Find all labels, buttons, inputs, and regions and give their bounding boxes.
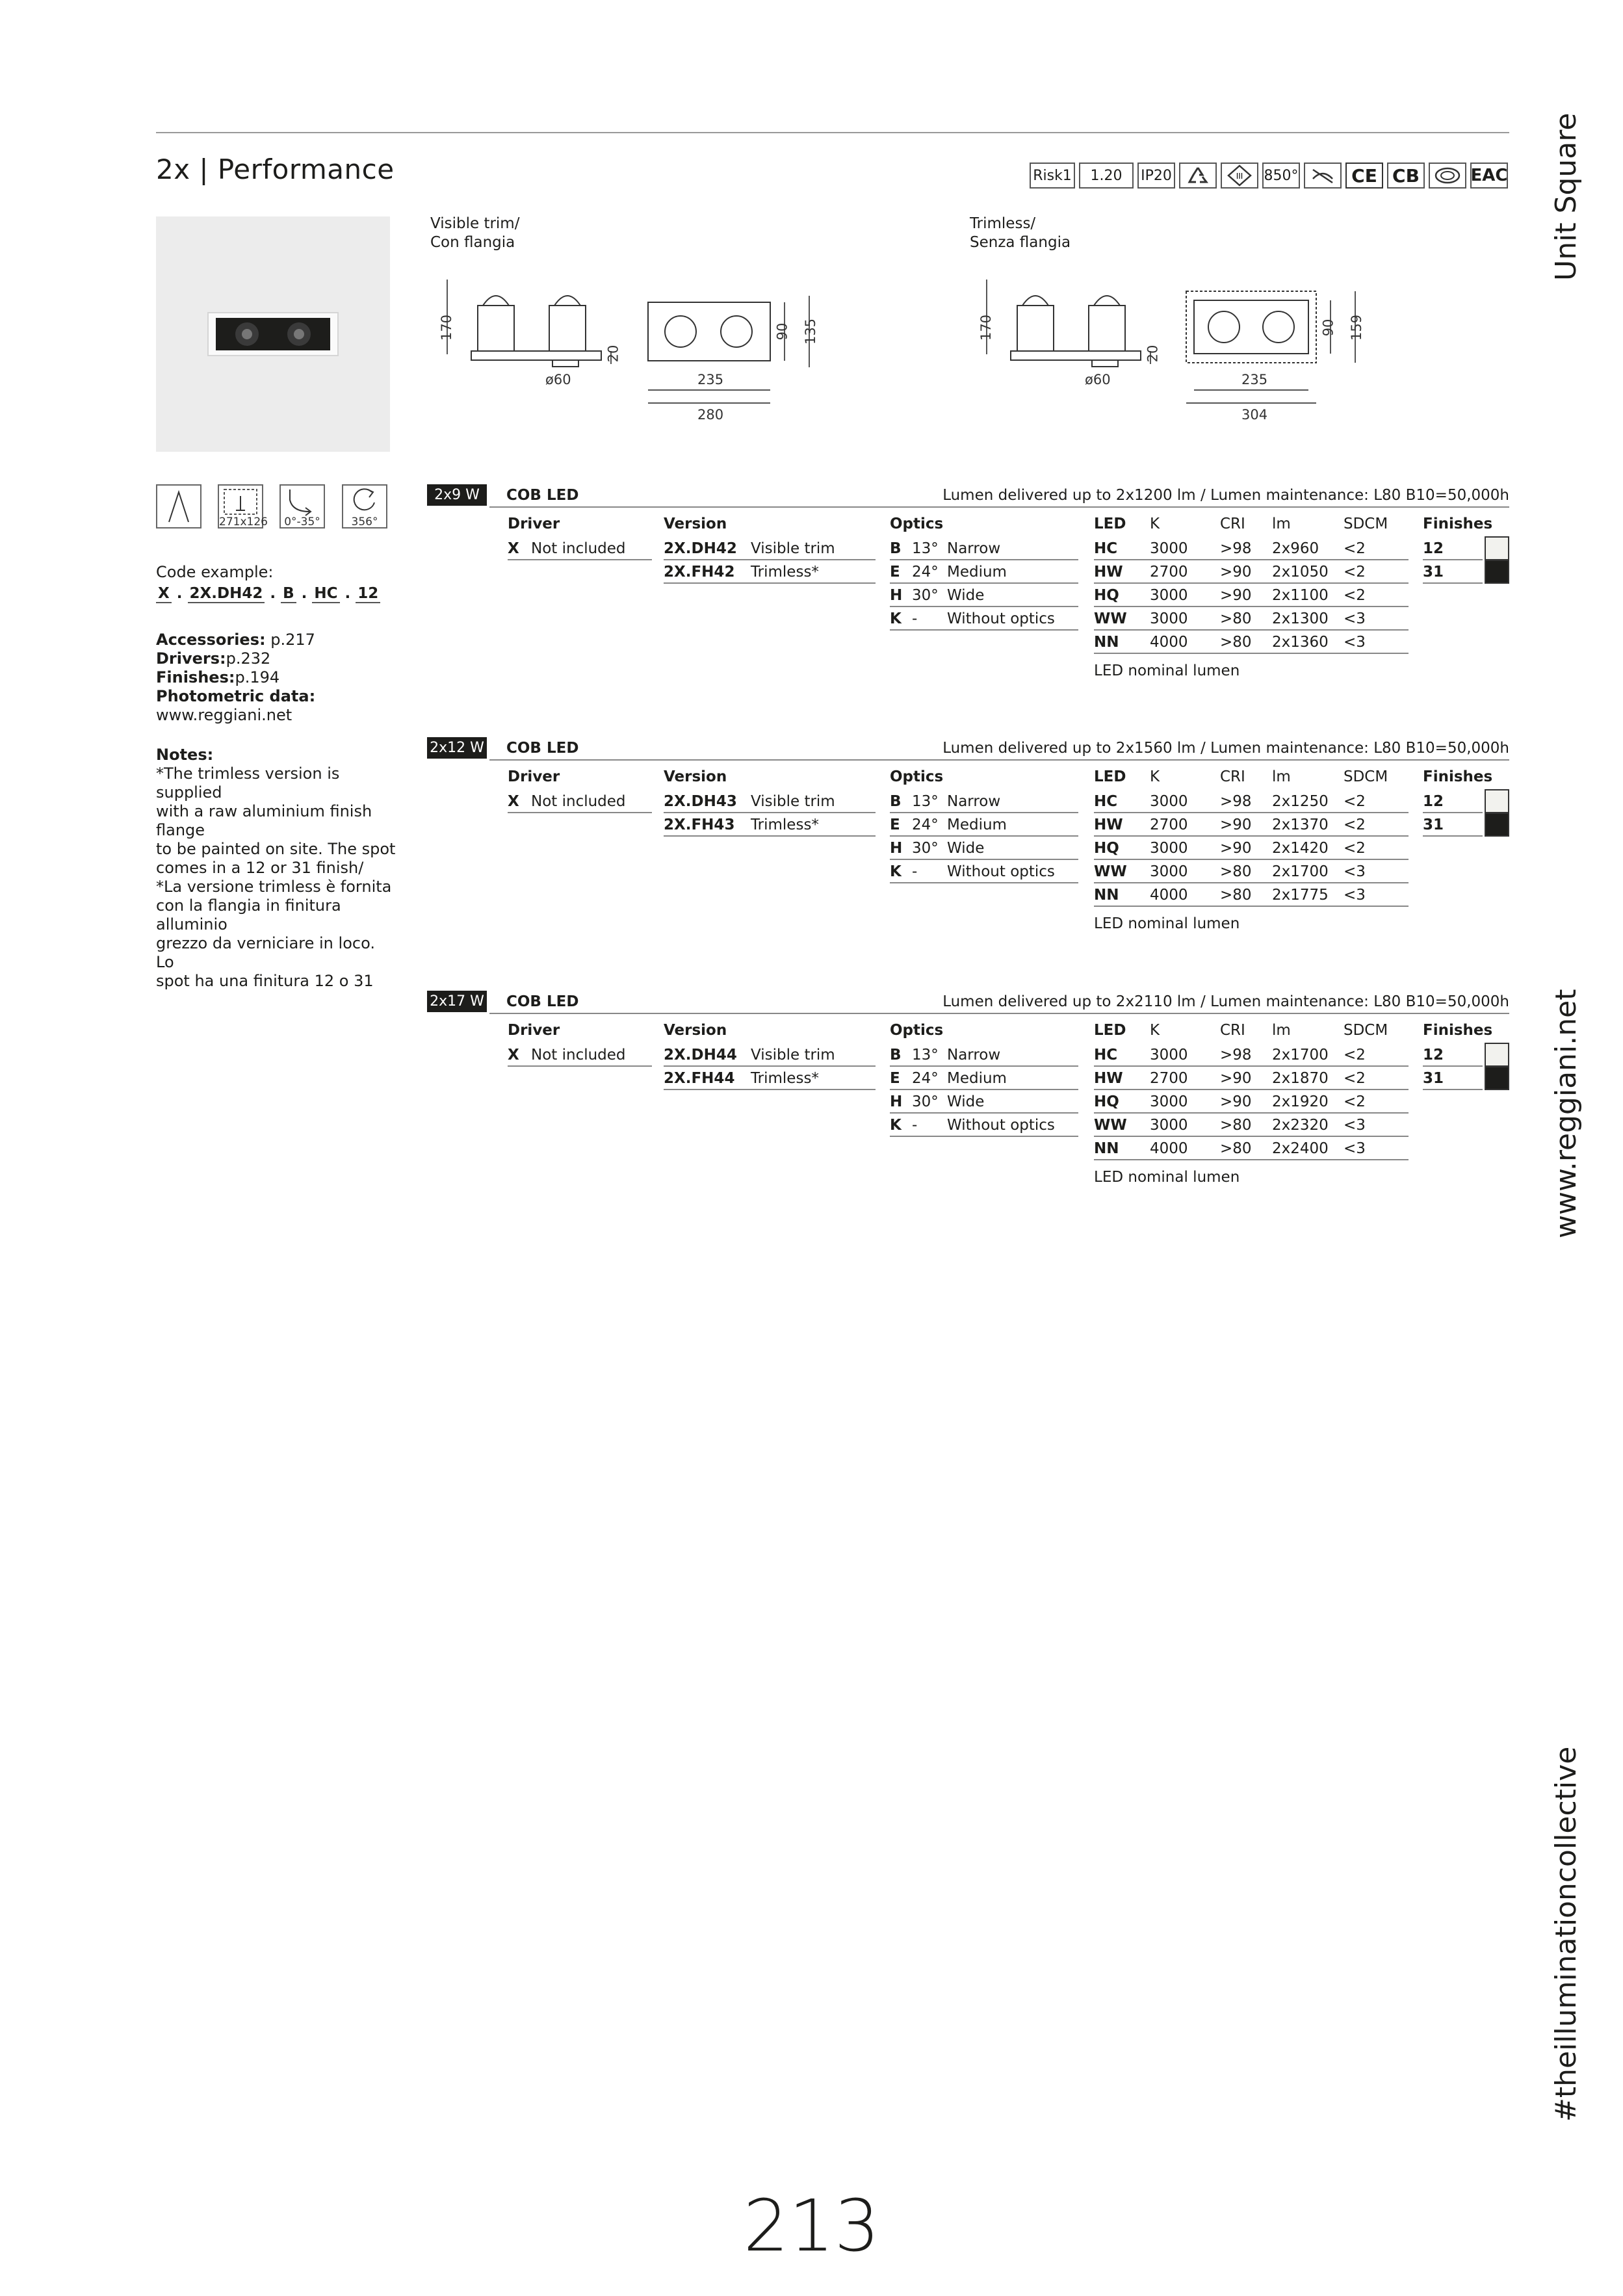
optic-code: E: [890, 816, 900, 833]
page-title: 2x | Performance: [156, 153, 395, 185]
led-lm: 2x1700: [1272, 863, 1329, 880]
driver-code: X: [508, 1047, 519, 1063]
ip-rating-badge: IP20: [1137, 163, 1175, 189]
lumen-summary: Lumen delivered up to 2x1560 lm / Lumen maintenance: L80 B10=50,000h: [942, 740, 1509, 757]
led-lm: 2x1250: [1272, 793, 1329, 810]
top-rule: [156, 132, 1509, 133]
version-code: 2X.FH44: [664, 1070, 735, 1087]
product-photo: [156, 216, 390, 452]
led-code: HW: [1094, 564, 1123, 581]
led-lm: 2x2320: [1272, 1117, 1329, 1134]
optic-code: H: [890, 1093, 903, 1110]
led-sdcm: <2: [1344, 1070, 1366, 1087]
ce-mark: CE: [1345, 163, 1383, 189]
led-lm: 2x960: [1272, 540, 1319, 557]
led-code: HQ: [1094, 1093, 1119, 1110]
led-sdcm: <2: [1344, 564, 1366, 581]
finish-code: 31: [1423, 1070, 1444, 1087]
led-type: COB LED: [506, 740, 579, 757]
led-code: HC: [1094, 540, 1118, 557]
risk-group-badge: Risk1: [1030, 163, 1075, 189]
version-desc: Trimless*: [751, 564, 819, 581]
power-badge: 2x9 W: [427, 484, 487, 506]
header-sdcm: SDCM: [1344, 768, 1388, 785]
led-cri: >80: [1220, 1117, 1252, 1134]
finish-swatch-white: [1485, 789, 1509, 813]
header-led: LED: [1094, 515, 1126, 532]
optic-code: E: [890, 564, 900, 581]
dim-diameter: ø60: [1085, 372, 1111, 387]
code-example: X . 2X.DH42 . B . HC . 12: [156, 585, 380, 602]
optic-angle: 24°: [912, 1070, 939, 1087]
header-version: Version: [664, 768, 727, 785]
header-version: Version: [664, 515, 727, 532]
lumen-summary: Lumen delivered up to 2x2110 lm / Lumen maintenance: L80 B10=50,000h: [942, 993, 1509, 1010]
header-sdcm: SDCM: [1344, 515, 1388, 532]
led-code: HQ: [1094, 587, 1119, 604]
side-label-website: www.reggiani.net: [1550, 989, 1583, 1238]
optic-angle: 30°: [912, 840, 939, 857]
header-finishes: Finishes: [1423, 1022, 1493, 1039]
trimless-drawing: [965, 273, 1407, 429]
dim-width: 90: [774, 322, 790, 341]
optic-code: K: [890, 1117, 902, 1134]
version-desc: Trimless*: [751, 816, 819, 833]
finish-swatch-black: [1485, 813, 1509, 837]
led-note: LED nominal lumen: [1094, 915, 1240, 932]
optic-angle: -: [912, 863, 918, 880]
version-desc: Trimless*: [751, 1070, 819, 1087]
enec-icon: [1429, 163, 1466, 189]
led-k: 4000: [1150, 634, 1188, 651]
notes: Notes: *The trimless version is supplied with a raw aluminium finish flange to be painted on site. The spot comes in a 12 or 31 finish/ *La versione trimless è fornita con la flangia in finitura alluminio grezzo da verniciare in loco. Lo spot ha una finitura 12 o 31: [156, 746, 396, 990]
optic-code: H: [890, 587, 903, 604]
code-part-version: 2X.DH42: [188, 585, 265, 603]
led-cri: >80: [1220, 634, 1252, 651]
min-distance-badge: 1.20: [1079, 163, 1134, 189]
driver-desc: Not included: [531, 1047, 626, 1063]
header-optics: Optics: [890, 768, 944, 785]
optic-code: B: [890, 540, 902, 557]
led-note: LED nominal lumen: [1094, 1169, 1240, 1186]
led-sdcm: <3: [1344, 1117, 1366, 1134]
led-lm: 2x1100: [1272, 587, 1329, 604]
accessories-ref: p.217: [270, 631, 315, 649]
header-sdcm: SDCM: [1344, 1022, 1388, 1039]
code-part-driver: X: [156, 585, 172, 603]
finish-swatch-white: [1485, 536, 1509, 560]
visible-trim-drawing: [426, 273, 855, 429]
finish-code: 12: [1423, 793, 1444, 810]
led-code: HW: [1094, 816, 1123, 833]
led-type: COB LED: [506, 487, 579, 504]
led-lm: 2x1370: [1272, 816, 1329, 833]
header-k: K: [1150, 1022, 1160, 1039]
optic-angle: 13°: [912, 540, 939, 557]
led-lm: 2x1360: [1272, 634, 1329, 651]
tilt-icon: 0°-35°: [279, 484, 325, 528]
led-k: 3000: [1150, 587, 1188, 604]
optic-desc: Medium: [947, 816, 1007, 833]
dim-protrusion: 20: [605, 345, 621, 363]
optic-angle: 24°: [912, 564, 939, 581]
optic-desc: Wide: [947, 840, 985, 857]
dim-length: 235: [697, 372, 724, 387]
dim-protrusion: 20: [1145, 345, 1161, 363]
version-code: 2X.FH43: [664, 816, 735, 833]
driver-code: X: [508, 793, 519, 810]
finish-code: 31: [1423, 564, 1444, 581]
header-driver: Driver: [508, 768, 560, 785]
led-code: HQ: [1094, 840, 1119, 857]
led-lm: 2x1700: [1272, 1047, 1329, 1063]
version-desc: Visible trim: [751, 540, 835, 557]
optic-desc: Without optics: [947, 610, 1055, 627]
version-code: 2X.FH42: [664, 564, 735, 581]
visible-trim-label: Visible trim/ Con flangia: [430, 215, 520, 251]
led-sdcm: <3: [1344, 634, 1366, 651]
header-cri: CRI: [1220, 515, 1245, 532]
recycle-icon: [1179, 163, 1217, 189]
led-lm: 2x1050: [1272, 564, 1329, 581]
led-sdcm: <2: [1344, 840, 1366, 857]
led-code: NN: [1094, 887, 1119, 904]
led-cri: >80: [1220, 610, 1252, 627]
led-code: NN: [1094, 1140, 1119, 1157]
trimless-label: Trimless/ Senza flangia: [970, 215, 1071, 251]
header-optics: Optics: [890, 515, 944, 532]
led-cri: >90: [1220, 1070, 1252, 1087]
dim-height: 170: [439, 314, 455, 341]
dim-overall-width: 135: [803, 318, 819, 345]
code-example-title: Code example:: [156, 563, 274, 581]
header-optics: Optics: [890, 1022, 944, 1039]
optic-angle: 13°: [912, 793, 939, 810]
optic-code: E: [890, 1070, 900, 1087]
led-lm: 2x1920: [1272, 1093, 1329, 1110]
led-k: 4000: [1150, 887, 1188, 904]
led-cri: >98: [1220, 540, 1252, 557]
led-code: HC: [1094, 1047, 1118, 1063]
led-k: 2700: [1150, 1070, 1188, 1087]
side-label-product: Unit Square: [1550, 112, 1583, 281]
led-cri: >80: [1220, 863, 1252, 880]
cb-mark: CB: [1387, 163, 1425, 189]
spec-section-12w: [427, 737, 1509, 932]
optic-code: H: [890, 840, 903, 857]
optic-desc: Narrow: [947, 1047, 1001, 1063]
led-k: 4000: [1150, 1140, 1188, 1157]
led-type: COB LED: [506, 993, 579, 1010]
led-cri: >80: [1220, 887, 1252, 904]
dim-overall-length: 280: [697, 407, 724, 423]
header-k: K: [1150, 515, 1160, 532]
led-note: LED nominal lumen: [1094, 662, 1240, 679]
led-lm: 2x1300: [1272, 610, 1329, 627]
temperature-badge: 850°: [1262, 163, 1300, 189]
driver-code: X: [508, 540, 519, 557]
finish-swatch-white: [1485, 1043, 1509, 1067]
optic-code: K: [890, 863, 902, 880]
led-k: 2700: [1150, 816, 1188, 833]
led-k: 2700: [1150, 564, 1188, 581]
version-desc: Visible trim: [751, 793, 835, 810]
led-code: WW: [1094, 610, 1127, 627]
led-code: NN: [1094, 634, 1119, 651]
header-driver: Driver: [508, 515, 560, 532]
led-cri: >90: [1220, 587, 1252, 604]
version-code: 2X.DH44: [664, 1047, 737, 1063]
optic-desc: Medium: [947, 564, 1007, 581]
optic-desc: Medium: [947, 1070, 1007, 1087]
references: Accessories: p.217 Drivers:p.232 Finishes:p.194 Photometric data: www.reggiani.net: [156, 631, 396, 725]
finishes-ref: p.194: [235, 668, 280, 686]
led-sdcm: <3: [1344, 610, 1366, 627]
header-cri: CRI: [1220, 1022, 1245, 1039]
code-part-led: HC: [312, 585, 339, 603]
optic-desc: Without optics: [947, 863, 1055, 880]
code-part-finish: 12: [356, 585, 380, 603]
dim-width: 90: [1320, 319, 1336, 337]
led-cri: >90: [1220, 1093, 1252, 1110]
lumen-summary: Lumen delivered up to 2x1200 lm / Lumen maintenance: L80 B10=50,000h: [942, 487, 1509, 504]
header-version: Version: [664, 1022, 727, 1039]
header-k: K: [1150, 768, 1160, 785]
dim-overall-width: 159: [1349, 314, 1365, 341]
eac-mark: EAC: [1470, 163, 1508, 189]
led-k: 3000: [1150, 540, 1188, 557]
dim-length: 235: [1241, 372, 1268, 387]
side-label-hashtag: #theilluminationcollective: [1550, 1746, 1583, 2122]
dim-diameter: ø60: [545, 372, 571, 387]
optic-code: B: [890, 793, 902, 810]
optic-desc: Narrow: [947, 540, 1001, 557]
led-lm: 2x1870: [1272, 1070, 1329, 1087]
drivers-ref: p.232: [226, 649, 271, 668]
led-cri: >80: [1220, 1140, 1252, 1157]
led-sdcm: <2: [1344, 1047, 1366, 1063]
led-k: 3000: [1150, 863, 1188, 880]
led-cri: >90: [1220, 840, 1252, 857]
class-iii-icon: [1221, 163, 1258, 189]
header-finishes: Finishes: [1423, 768, 1493, 785]
optic-desc: Without optics: [947, 1117, 1055, 1134]
driver-desc: Not included: [531, 793, 626, 810]
version-code: 2X.DH43: [664, 793, 737, 810]
optic-angle: 30°: [912, 1093, 939, 1110]
led-cri: >90: [1220, 816, 1252, 833]
code-part-optics: B: [281, 585, 296, 603]
power-badge: 2x17 W: [427, 991, 487, 1012]
led-code: WW: [1094, 863, 1127, 880]
optic-code: B: [890, 1047, 902, 1063]
dim-overall-length: 304: [1241, 407, 1268, 423]
svg-text:III: III: [1236, 172, 1243, 181]
rotation-icon: 356°: [342, 484, 387, 528]
optic-angle: -: [912, 610, 918, 627]
header-led: LED: [1094, 768, 1126, 785]
finish-code: 12: [1423, 540, 1444, 557]
header-cri: CRI: [1220, 768, 1245, 785]
spec-section-17w: [427, 991, 1509, 1186]
optic-angle: 24°: [912, 816, 939, 833]
led-k: 3000: [1150, 1117, 1188, 1134]
led-lm: 2x2400: [1272, 1140, 1329, 1157]
dim-height: 170: [978, 314, 994, 341]
led-k: 3000: [1150, 840, 1188, 857]
led-cri: >90: [1220, 564, 1252, 581]
header-finishes: Finishes: [1423, 515, 1493, 532]
led-sdcm: <3: [1344, 1140, 1366, 1157]
optic-code: K: [890, 610, 902, 627]
cutout-icon: 271x126: [218, 484, 263, 528]
led-cri: >98: [1220, 1047, 1252, 1063]
beam-icon: [156, 484, 201, 528]
power-badge: 2x12 W: [427, 737, 487, 759]
certification-strip: [1030, 163, 1508, 189]
led-lm: 2x1775: [1272, 887, 1329, 904]
finish-swatch-black: [1485, 560, 1509, 584]
finish-code: 12: [1423, 1047, 1444, 1063]
led-sdcm: <2: [1344, 540, 1366, 557]
photometric-ref: www.reggiani.net: [156, 706, 292, 724]
optic-angle: 30°: [912, 587, 939, 604]
optic-angle: 13°: [912, 1047, 939, 1063]
optic-angle: -: [912, 1117, 918, 1134]
optic-desc: Wide: [947, 587, 985, 604]
optic-desc: Wide: [947, 1093, 985, 1110]
spec-section-9w: [427, 484, 1509, 679]
no-cover-icon: [1304, 163, 1342, 189]
led-sdcm: <2: [1344, 816, 1366, 833]
finish-swatch-black: [1485, 1066, 1509, 1090]
led-lm: 2x1420: [1272, 840, 1329, 857]
led-k: 3000: [1150, 1047, 1188, 1063]
header-lm: lm: [1272, 1022, 1291, 1039]
led-k: 3000: [1150, 1093, 1188, 1110]
version-desc: Visible trim: [751, 1047, 835, 1063]
optic-desc: Narrow: [947, 793, 1001, 810]
header-lm: lm: [1272, 768, 1291, 785]
version-code: 2X.DH42: [664, 540, 737, 557]
driver-desc: Not included: [531, 540, 626, 557]
led-cri: >98: [1220, 793, 1252, 810]
page-number: 213: [743, 2184, 880, 2267]
led-code: WW: [1094, 1117, 1127, 1134]
led-sdcm: <3: [1344, 887, 1366, 904]
led-k: 3000: [1150, 610, 1188, 627]
led-sdcm: <3: [1344, 863, 1366, 880]
led-code: HC: [1094, 793, 1118, 810]
led-sdcm: <2: [1344, 1093, 1366, 1110]
header-led: LED: [1094, 1022, 1126, 1039]
header-lm: lm: [1272, 515, 1291, 532]
header-driver: Driver: [508, 1022, 560, 1039]
led-k: 3000: [1150, 793, 1188, 810]
led-sdcm: <2: [1344, 587, 1366, 604]
led-sdcm: <2: [1344, 793, 1366, 810]
led-code: HW: [1094, 1070, 1123, 1087]
finish-code: 31: [1423, 816, 1444, 833]
